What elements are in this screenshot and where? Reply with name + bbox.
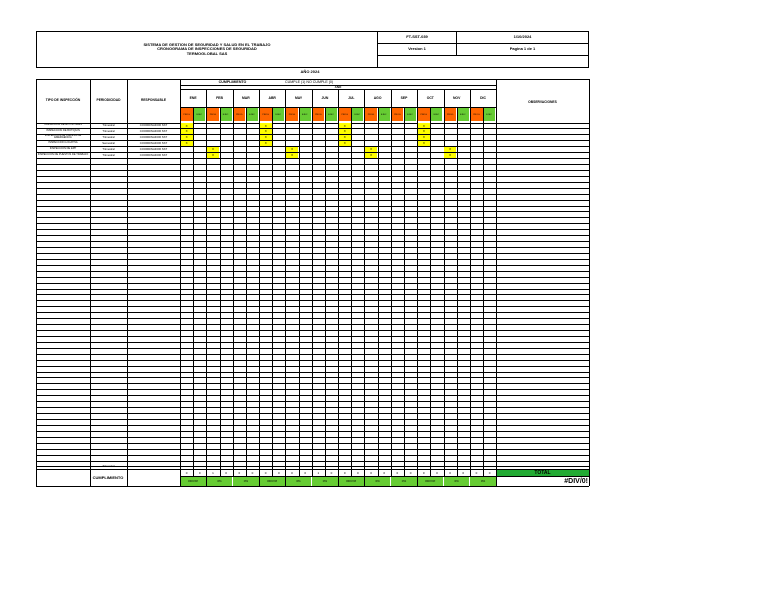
ejec-feb-cell: EJEC xyxy=(220,108,232,121)
compliance-percent: 0% xyxy=(286,477,311,486)
half-month-line xyxy=(430,107,431,476)
compliance-percent: 0% xyxy=(365,477,390,486)
inspection-type: INSPECCION DE EPP xyxy=(49,146,77,150)
compliance-percent: 0% xyxy=(233,477,258,486)
programmed-mark: X xyxy=(418,135,430,140)
programmed-mark: X xyxy=(286,153,298,158)
count-cell: 0 xyxy=(330,470,333,475)
month-ago-header: AGO xyxy=(373,95,382,100)
month-sep-header: SEP xyxy=(400,95,408,100)
count-cell: 0 xyxy=(462,470,465,475)
month-nov-header: NOV xyxy=(452,95,461,100)
inspection-periodicity: Semestral xyxy=(102,140,115,145)
programmed-mark: X xyxy=(181,141,193,146)
count-cell: 0 xyxy=(436,470,438,475)
ejec-sep-cell: EJEC xyxy=(404,108,416,121)
grid-right-border xyxy=(589,79,590,486)
count-cell: 0 xyxy=(488,470,491,475)
prog-ene-cell: PROG xyxy=(181,108,193,121)
half-month-line xyxy=(351,107,352,476)
count-cell: 0 xyxy=(225,470,227,475)
title-line-3: TERMOGLOBAL SAS xyxy=(186,50,228,56)
legend-text: CUMPLE (1) NO CUMPLE (0) xyxy=(285,79,334,84)
inspection-responsible: COORDINADOR SST xyxy=(139,152,168,157)
observaciones-line xyxy=(496,79,497,486)
programmed-mark: X xyxy=(339,135,351,140)
ejec-dic-cell: EJEC xyxy=(483,108,495,121)
compliance-percent: #DIV/0! xyxy=(260,477,285,486)
half-month-line xyxy=(457,107,458,476)
ejec-mar-cell: EJEC xyxy=(246,108,258,121)
month-line xyxy=(312,89,313,486)
year-label: AÑO 2024 xyxy=(300,69,320,74)
count-cell: 0 xyxy=(264,470,267,475)
programmed-mark: X xyxy=(260,135,272,140)
count-cell: 0 xyxy=(251,470,254,475)
programmed-mark: X xyxy=(444,147,456,152)
month-line xyxy=(233,89,234,486)
half-month-line xyxy=(404,107,405,476)
title-line-2: CRONOGRAMA DE INSPECCIONES DE SEGURIDAD xyxy=(157,46,257,52)
count-cell: 0 xyxy=(343,470,346,475)
programmed-mark: X xyxy=(339,141,351,146)
programmed-mark: X xyxy=(339,123,351,128)
column-tipo-header: TIPO DE INSPECCIÓN xyxy=(45,98,81,103)
inspection-type: INSPECCION DE CAMILLA DE EMERGENCIA xyxy=(44,134,82,140)
count-cell: 0 xyxy=(475,470,478,475)
month-line xyxy=(470,89,471,486)
prog-dic-cell: PROG xyxy=(470,108,482,121)
inspection-responsible: COORDINADOR SST xyxy=(139,128,168,133)
month-jun-header: JUN xyxy=(321,95,329,100)
month-may-header: MAY xyxy=(294,95,303,100)
document-page: Pagina 1 de 1 xyxy=(456,43,589,56)
document-version: Version 1 xyxy=(377,43,457,56)
ano-label: AÑO xyxy=(334,85,342,89)
inspection-responsible: COORDINADOR SST xyxy=(139,146,168,151)
month-oct-header: OCT xyxy=(426,95,434,100)
count-cell: 0 xyxy=(422,470,425,475)
count-cell: 0 xyxy=(198,470,201,475)
month-line xyxy=(338,89,339,486)
programmed-mark: X xyxy=(181,135,193,140)
inspection-periodicity: Trimestral xyxy=(102,146,115,151)
half-month-line xyxy=(246,107,247,476)
programmed-mark: X xyxy=(286,147,298,152)
column-responsable-header: RESPONSABLE xyxy=(140,98,167,103)
programmed-mark: X xyxy=(365,153,377,158)
programmed-mark: X xyxy=(207,147,219,152)
prog-may-cell: PROG xyxy=(286,108,298,121)
programmed-mark: X xyxy=(444,153,456,158)
month-line xyxy=(391,89,392,486)
inspection-responsible: COORDINADOR SST xyxy=(139,134,168,139)
total-value: #DIV/0! xyxy=(564,477,588,485)
count-cell: 1 xyxy=(317,470,320,475)
periodicity-note: Trimestral xyxy=(102,463,115,468)
prog-abr-cell: PROG xyxy=(260,108,272,121)
month-abr-header: ABR xyxy=(268,95,276,100)
footer-bottom-line xyxy=(36,486,589,487)
count-cell: 0 xyxy=(277,470,280,475)
title-line-1: SISTEMA DE GESTION DE SEGURIDAD Y SALUD EN EL TRABAJO xyxy=(143,41,271,47)
programmed-mark: X xyxy=(181,123,193,128)
programmed-mark: X xyxy=(418,129,430,134)
prog-jul-cell: PROG xyxy=(339,108,351,121)
ejec-jun-cell: EJEC xyxy=(325,108,337,121)
inspection-type: INSPECCION LOCATIVA xyxy=(48,140,78,144)
month-line xyxy=(259,89,260,486)
column-observaciones-header: OBSERVACIONES xyxy=(528,100,557,105)
compliance-percent: 0% xyxy=(470,477,495,486)
ejec-ago-cell: EJEC xyxy=(378,108,390,121)
programmed-mark: X xyxy=(365,147,377,152)
prog-ago-cell: PROG xyxy=(365,108,377,121)
half-month-line xyxy=(193,107,194,476)
month-jul-header: JUL xyxy=(348,95,355,100)
half-month-line xyxy=(325,107,326,476)
inspection-periodicity: Trimestral xyxy=(102,152,115,157)
ejec-oct-cell: EJEC xyxy=(430,108,442,121)
programmed-mark: X xyxy=(418,123,430,128)
prog-feb-cell: PROG xyxy=(207,108,219,121)
compliance-percent: #DIV/0! xyxy=(418,477,443,486)
inspection-responsible: COORDINADOR SST xyxy=(139,140,168,145)
document-code: FT-SST-039 xyxy=(377,31,457,44)
half-month-line xyxy=(299,107,300,476)
count-cell: 0 xyxy=(357,470,359,475)
prog-nov-cell: PROG xyxy=(444,108,456,121)
ejec-nov-cell: EJEC xyxy=(457,108,469,121)
inspection-periodicity: Trimestral xyxy=(102,128,115,133)
prog-oct-cell: PROG xyxy=(418,108,430,121)
count-cell: 0 xyxy=(185,470,188,475)
programmed-mark: X xyxy=(339,129,351,134)
total-label: TOTAL xyxy=(497,470,589,476)
cumplimiento-footer-label: CUMPLIMIENTO xyxy=(92,475,124,480)
inspection-periodicity: Trimestral xyxy=(102,134,115,139)
count-cell: 0 xyxy=(304,470,306,475)
compliance-percent: 0% xyxy=(312,477,337,486)
month-feb-header: FEB xyxy=(216,95,223,100)
compliance-percent: 0% xyxy=(207,477,232,486)
month-ene-header: ENE xyxy=(189,95,197,100)
count-cell: 0 xyxy=(396,470,399,475)
programmed-mark: X xyxy=(181,129,193,134)
count-cell: 0 xyxy=(409,470,412,475)
programmed-mark: X xyxy=(207,153,219,158)
half-month-line xyxy=(378,107,379,476)
inspection-type: INSPECCION DE EXTINTORES xyxy=(44,123,82,127)
half-month-line xyxy=(272,107,273,476)
document-date: 1/10/2024 xyxy=(456,31,589,44)
inspection-type: INSPECCION DE BOTIQUIN xyxy=(46,128,80,132)
inspection-type: INSPECCION DE PUESTOS DE TRABAJO xyxy=(37,152,89,156)
month-line xyxy=(417,89,418,486)
count-cell: 0 xyxy=(291,470,293,475)
programmed-mark: X xyxy=(418,141,430,146)
prog-sep-cell: PROG xyxy=(391,108,403,121)
month-mar-header: MAR xyxy=(241,95,250,100)
month-dic-header: DIC xyxy=(480,95,486,100)
ejec-jul-cell: EJEC xyxy=(351,108,363,121)
half-month-line xyxy=(483,107,484,476)
prog-jun-cell: PROG xyxy=(312,108,324,121)
ejec-may-cell: EJEC xyxy=(299,108,311,121)
prog-mar-cell: PROG xyxy=(233,108,245,121)
column-periodicidad-header: PERIODICIDAD xyxy=(96,98,121,103)
count-cell: 0 xyxy=(449,470,451,475)
ejec-abr-cell: EJEC xyxy=(272,108,284,121)
compliance-percent: 0% xyxy=(391,477,416,486)
inspection-responsible: COORDINADOR SST xyxy=(139,122,168,127)
half-month-line xyxy=(220,107,221,476)
ejec-ene-cell: EJEC xyxy=(193,108,205,121)
programmed-mark: X xyxy=(260,129,272,134)
compliance-percent: #DIV/0! xyxy=(181,477,206,486)
inspection-periodicity: Trimestral xyxy=(102,122,115,127)
count-cell: 0 xyxy=(383,470,386,475)
programmed-mark: X xyxy=(260,141,272,146)
programmed-mark: X xyxy=(260,123,272,128)
count-cell: 0 xyxy=(238,470,241,475)
count-cell: 0 xyxy=(370,470,372,475)
compliance-percent: 0% xyxy=(444,477,469,486)
cumplimiento-header: CUMPLIMIENTO xyxy=(218,79,247,84)
compliance-percent: #DIV/0! xyxy=(339,477,364,486)
count-cell: 1 xyxy=(212,470,214,475)
